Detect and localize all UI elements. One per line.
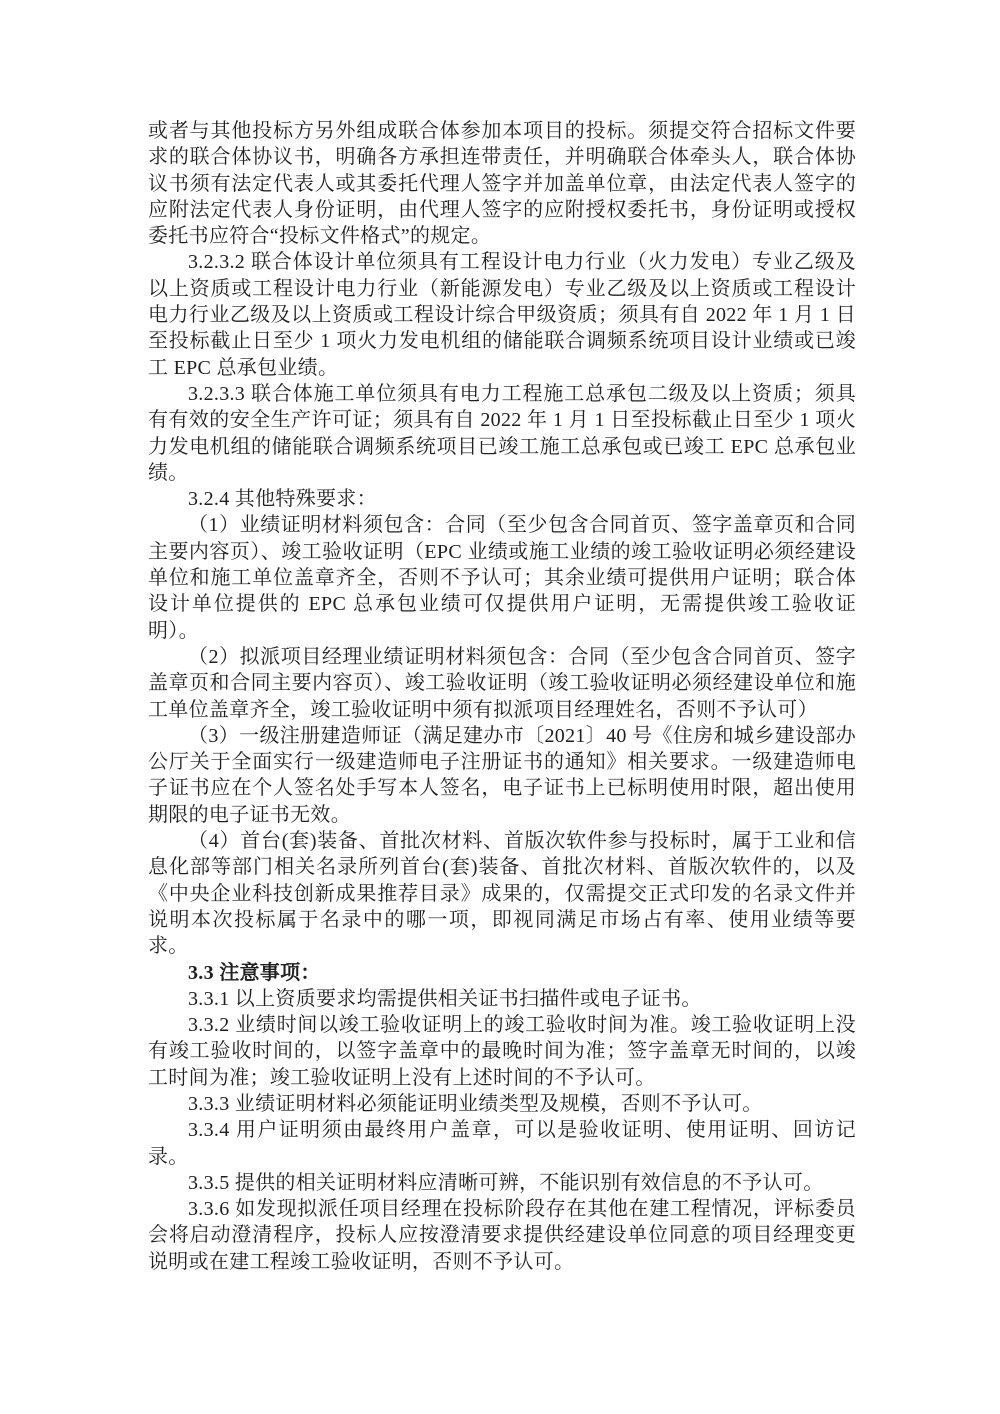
paragraph-p-324: 3.2.4 其他特殊要求： bbox=[188, 488, 377, 511]
paragraph-p-335: 3.3.5 提供的相关证明材料应清晰可辨，不能识别有效信息的不予认可。 bbox=[188, 1171, 824, 1194]
paragraph-p-item1: （1）业绩证明材料须包含：合同（至少包含合同首页、签字盖章页和合同主要内容页）、竣工验收证明（EPC 业绩或施工业绩的竣工验收证明必须经建设单位和施工单位盖章齐全，否则不予认可；其余业绩可提供用户证明；联合体设计单位提供的 EPC 总承包业绩可仅提供用户证明，无需提供竣工验收证明）。 bbox=[148, 514, 856, 642]
document-body bbox=[148, 118, 856, 1275]
paragraph-p-333: 3.3.3 业绩证明材料必须能证明业绩类型及规模，否则不予认可。 bbox=[188, 1092, 763, 1115]
paragraph-p-continuation: 或者与其他投标方另外组成联合体参加本项目的投标。须提交符合招标文件要求的联合体协议书，明确各方承担连带责任，并明确联合体牵头人，联合体协议书须有法定代表人或其委托代理人签字并加盖单位章，由法定代表人签字的应附法定代表人身份证明，由代理人签字的应附授权委托书，身份证明或授权委托书应符合“投标文件格式”的规定。 bbox=[148, 120, 856, 248]
paragraph-p-item3: （3）一级注册建造师证（满足建办市〔2021〕40 号《住房和城乡建设部办公厅关于全面实行一级建造师电子注册证书的通知》相关要求。一级建造师电子证书应在个人签名处手写本人签名，电子证书上已标明使用时限，超出使用期限的电子证书无效。 bbox=[148, 724, 856, 826]
paragraph-p-33-heading: 3.3 注意事项： bbox=[188, 961, 321, 984]
paragraph-p-332: 3.3.2 业绩时间以竣工验收证明上的竣工验收时间为准。竣工验收证明上没有竣工验收时间的，以签字盖章中的最晚时间为准；签字盖章无时间的，以竣工时间为准；竣工验收证明上没有上述时间的不予认可。 bbox=[148, 1014, 856, 1089]
paragraph-p-3232: 3.2.3.2 联合体设计单位须具有工程设计电力行业（火力发电）专业乙级及以上资质或工程设计电力行业（新能源发电）专业乙级及以上资质或工程设计电力行业乙级及以上资质或工程设计综合甲级资质；须具有自 2022 年 1 月 1 日至投标截止日至少 1 项火力发电机组的储能联合调频系统项目设计业绩或已竣工 EPC 总承包业绩。 bbox=[148, 251, 856, 379]
paragraph-p-331: 3.3.1 以上资质要求均需提供相关证书扫描件或电子证书。 bbox=[188, 987, 702, 1010]
paragraph-p-item2: （2）拟派项目经理业绩证明材料须包含：合同（至少包含合同首页、签字盖章页和合同主要内容页）、竣工验收证明（竣工验收证明必须经建设单位和施工单位盖章齐全，竣工验收证明中须有拟派项目经理姓名，否则不予认可） bbox=[148, 645, 856, 721]
paragraph-p-336: 3.3.6 如发现拟派任项目经理在投标阶段存在其他在建工程情况，评标委员会将启动澄清程序，投标人应按澄清要求提供经建设单位同意的项目经理变更说明或在建工程竣工验收证明，否则不予认可。 bbox=[148, 1198, 856, 1273]
paragraph-p-334: 3.3.4 用户证明须由最终用户盖章，可以是验收证明、使用证明、回访记录。 bbox=[148, 1119, 856, 1168]
paragraph-p-item4: （4）首台(套)装备、首批次材料、首版次软件参与投标时，属于工业和信息化部等部门相关名录所列首台(套)装备、首批次材料、首版次软件的，以及《中央企业科技创新成果推荐目录》成果的，仅需提交正式印发的名录文件并说明本次投标属于名录中的哪一项，即视同满足市场占有率、使用业绩等要求。 bbox=[148, 830, 856, 958]
paragraph-p-3233: 3.2.3.3 联合体施工单位须具有电力工程施工总承包二级及以上资质；须具有有效的安全生产许可证；须具有自 2022 年 1 月 1 日至投标截止日至少 1 项火力发电机组的储能联合调频系统项目已竣工施工总承包或已竣工 EPC 总承包业绩。 bbox=[148, 382, 856, 484]
